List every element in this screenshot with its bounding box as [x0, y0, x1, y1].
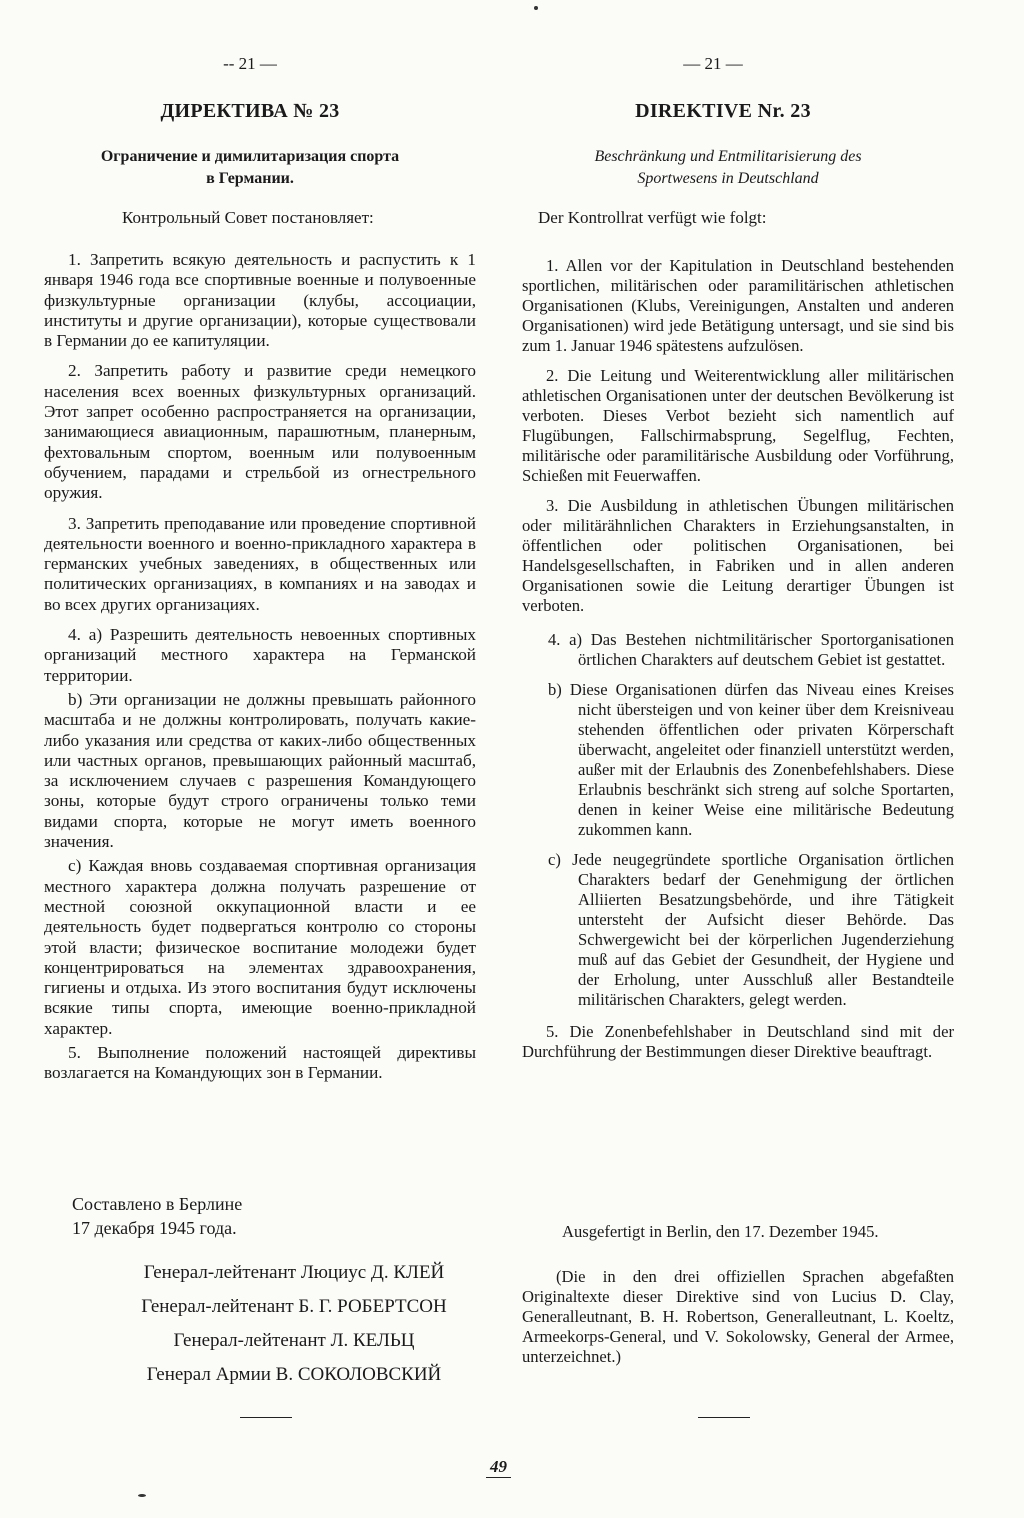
paragraph: 1. Запретить всякую деятельность и распустить к 1 января 1946 года все спортивные военные и полувоенные физкультурные организации (клубы, ассоциации, институты и другие организации), которые существовали в Германии до ее капитуляции.: [44, 250, 476, 351]
subtitle-line: Beschränkung und Entmilitarisierung des: [594, 148, 862, 165]
paragraph: 3. Die Ausbildung in athletischen Übungen militärischen oder militärähnlichen Charakters in Erziehungsanstalten, in öffentlichen oder politischen Organisationen, bei Handelsgesellschaften, in Fabriken und in allen anderen Organisationen sowie die Leitung derartiger Übungen ist verboten.: [522, 496, 954, 615]
closing-rule: [698, 1417, 750, 1418]
paragraph: b) Эти организации не должны превышать районного масштаба и не должны контролировать, получать какие-либо указания или средства от каких-либо общественных или частных органов, превышающих районный масштаб, за исключением случаев с разрешения Командующего зоны, которые будут строго ограничены только теми видами спорта, которые не могут иметь военного значения.: [44, 689, 476, 852]
place-date-ru: [72, 1192, 242, 1240]
signer: Генерал-лейтенант Б. Г. РОБЕРТСОН: [141, 1296, 447, 1317]
folio-number: 49: [486, 1457, 511, 1478]
paragraph: 3. Запретить преподавание или проведение спортивной деятельности военного и военно-прикладного характера в германских учебных заведениях, в общественных или политических организациях, в компаниях и на заводах и во всех других организациях.: [44, 513, 476, 614]
subtitle-line: Sportwesens in Deutschland: [637, 170, 819, 187]
closing-rule: [240, 1417, 292, 1418]
subtitle-ru: [34, 146, 466, 190]
signer: Генерал Армии В. СОКОЛОВСКИЙ: [146, 1364, 442, 1385]
title-de: DIREKTIVE Nr. 23: [635, 100, 811, 122]
page-number-ru: -- 21 —: [223, 54, 277, 73]
subtitle-line: Ограничение и димилитаризация спорта: [100, 148, 400, 165]
paragraph: 1. Allen vor der Kapitulation in Deutschland bestehenden sportlichen, militärischen oder paramilitärischen athletischen Organisationen (Klubs, Vereinigungen, Anstalten und anderen Organisationen) wird jede Betätigung untersagt, und sie sind bis zum 1. Januar 1946 spätestens aufzulösen.: [522, 256, 954, 355]
place-line: Составлено в Берлине: [72, 1194, 243, 1214]
paragraph: 5. Die Zonenbefehlshaber in Deutschland sind mit der Durchführung der Bestimmungen dieser Direktive beauftragt.: [522, 1022, 954, 1061]
signer: Генерал-лейтенант Л. КЕЛЬЦ: [173, 1330, 415, 1351]
subtitle-de: [512, 146, 944, 190]
title-ru: ДИРЕКТИВА № 23: [160, 100, 340, 122]
body-de: [522, 256, 954, 1072]
intro-de: Der Kontrollrat verfügt wie folgt:: [538, 208, 767, 227]
paragraph: с) Каждая вновь создаваемая спортивная организация местного характера должна получать разрешение от местной союзной оккупационной власти и ее деятельность будет подвергаться контролю со стороны этой власти; физическое воспитание молодежи будет концентрироваться на элементах здравоохранения, гигиены и отдыха. Из этого воспитания будут исключены всякие типы спорта, имеющие военно-прикладной характер.: [44, 856, 476, 1038]
subparagraph: c) Jede neugegründete sportliche Organisation örtlichen Charakters bedarf der Genehmigung der örtlichen Alliierten Besatzungsbehörde, und ihre Tätigkeit untersteht der Aufsicht dieser Behörde. Das Schwergewicht bei der körperlichen Jugenderziehung muß auf das Gebiet der Gesundheit, der Hygiene und der Erholung, unter Ausschluß aller Bestandteile militärischen Charakters, gelegt werden.: [548, 850, 954, 1009]
signer: Генерал-лейтенант Люциус Д. КЛЕЙ: [143, 1262, 445, 1283]
dated-line-de: Ausgefertigt in Berlin, den 17. Dezember 1945.: [562, 1222, 879, 1241]
print-speck: [138, 1494, 146, 1497]
subparagraph: 4. a) Das Bestehen nichtmilitärischer Sportorganisationen örtlichen Charakters auf deutschem Gebiet ist gestattet.: [548, 630, 954, 669]
intro-ru: Контрольный Совет постановляет:: [122, 208, 374, 227]
date-line: 17 декабря 1945 года.: [72, 1218, 237, 1238]
signature-note-de: (Die in den drei offiziellen Sprachen abgefaßten Originaltexte dieser Direktive sind von Lucius D. Clay, Generalleutnant, B. H. Robertson, Generalleutnant, L. Koeltz, Armeekorps-General, und V. Sokolowsky, General der Armee, unterzeichnet.): [522, 1267, 954, 1366]
print-speck: [534, 6, 538, 10]
paragraph: 4. а) Разрешить деятельность невоенных спортивных организаций местного характера на Германской территории.: [44, 625, 476, 685]
body-ru: [44, 250, 476, 1094]
paragraph: 2. Die Leitung und Weiterentwicklung aller militärischen athletischen Organisationen unter der deutschen Bevölkerung ist verboten. Dieses Verbot bezieht sich namentlich auf Flugübungen, Fallschirmabsprung, Segelflug, Fechten, militärische oder paramilitärische Ausbildung oder Vorführung, Schießen mit Feuerwaffen.: [522, 366, 954, 485]
paragraph: 5. Выполнение положений настоящей директивы возлагается на Командующих зон в Германии.: [44, 1042, 476, 1083]
signers-ru: [114, 1256, 474, 1392]
page-number-de: — 21 —: [683, 54, 743, 73]
subtitle-line: в Германии.: [206, 170, 294, 187]
subparagraph: b) Diese Organisationen dürfen das Niveau eines Kreises nicht übersteigen und von keiner über dem Kreisniveau stehenden öffentlichen oder privaten Körperschaft überwacht, angeleitet oder finanziell unterstützt werden, außer mit der Erlaubnis des Zonenbefehlshabers. Diese Erlaubnis beschränkt sich streng auf solche Sportarten, denen in keiner Weise eine militärische Bedeutung zukommen kann.: [548, 680, 954, 839]
paragraph: 2. Запретить работу и развитие среди немецкого населения всех военных физкультурных организаций. Этот запрет особенно распространяется на организации, занимающиеся авиационным, парашютным, планерным, фехтовальным спортом, военным или полувоенным обучением, парадами и стрельбой из огнестрельного оружия.: [44, 361, 476, 503]
